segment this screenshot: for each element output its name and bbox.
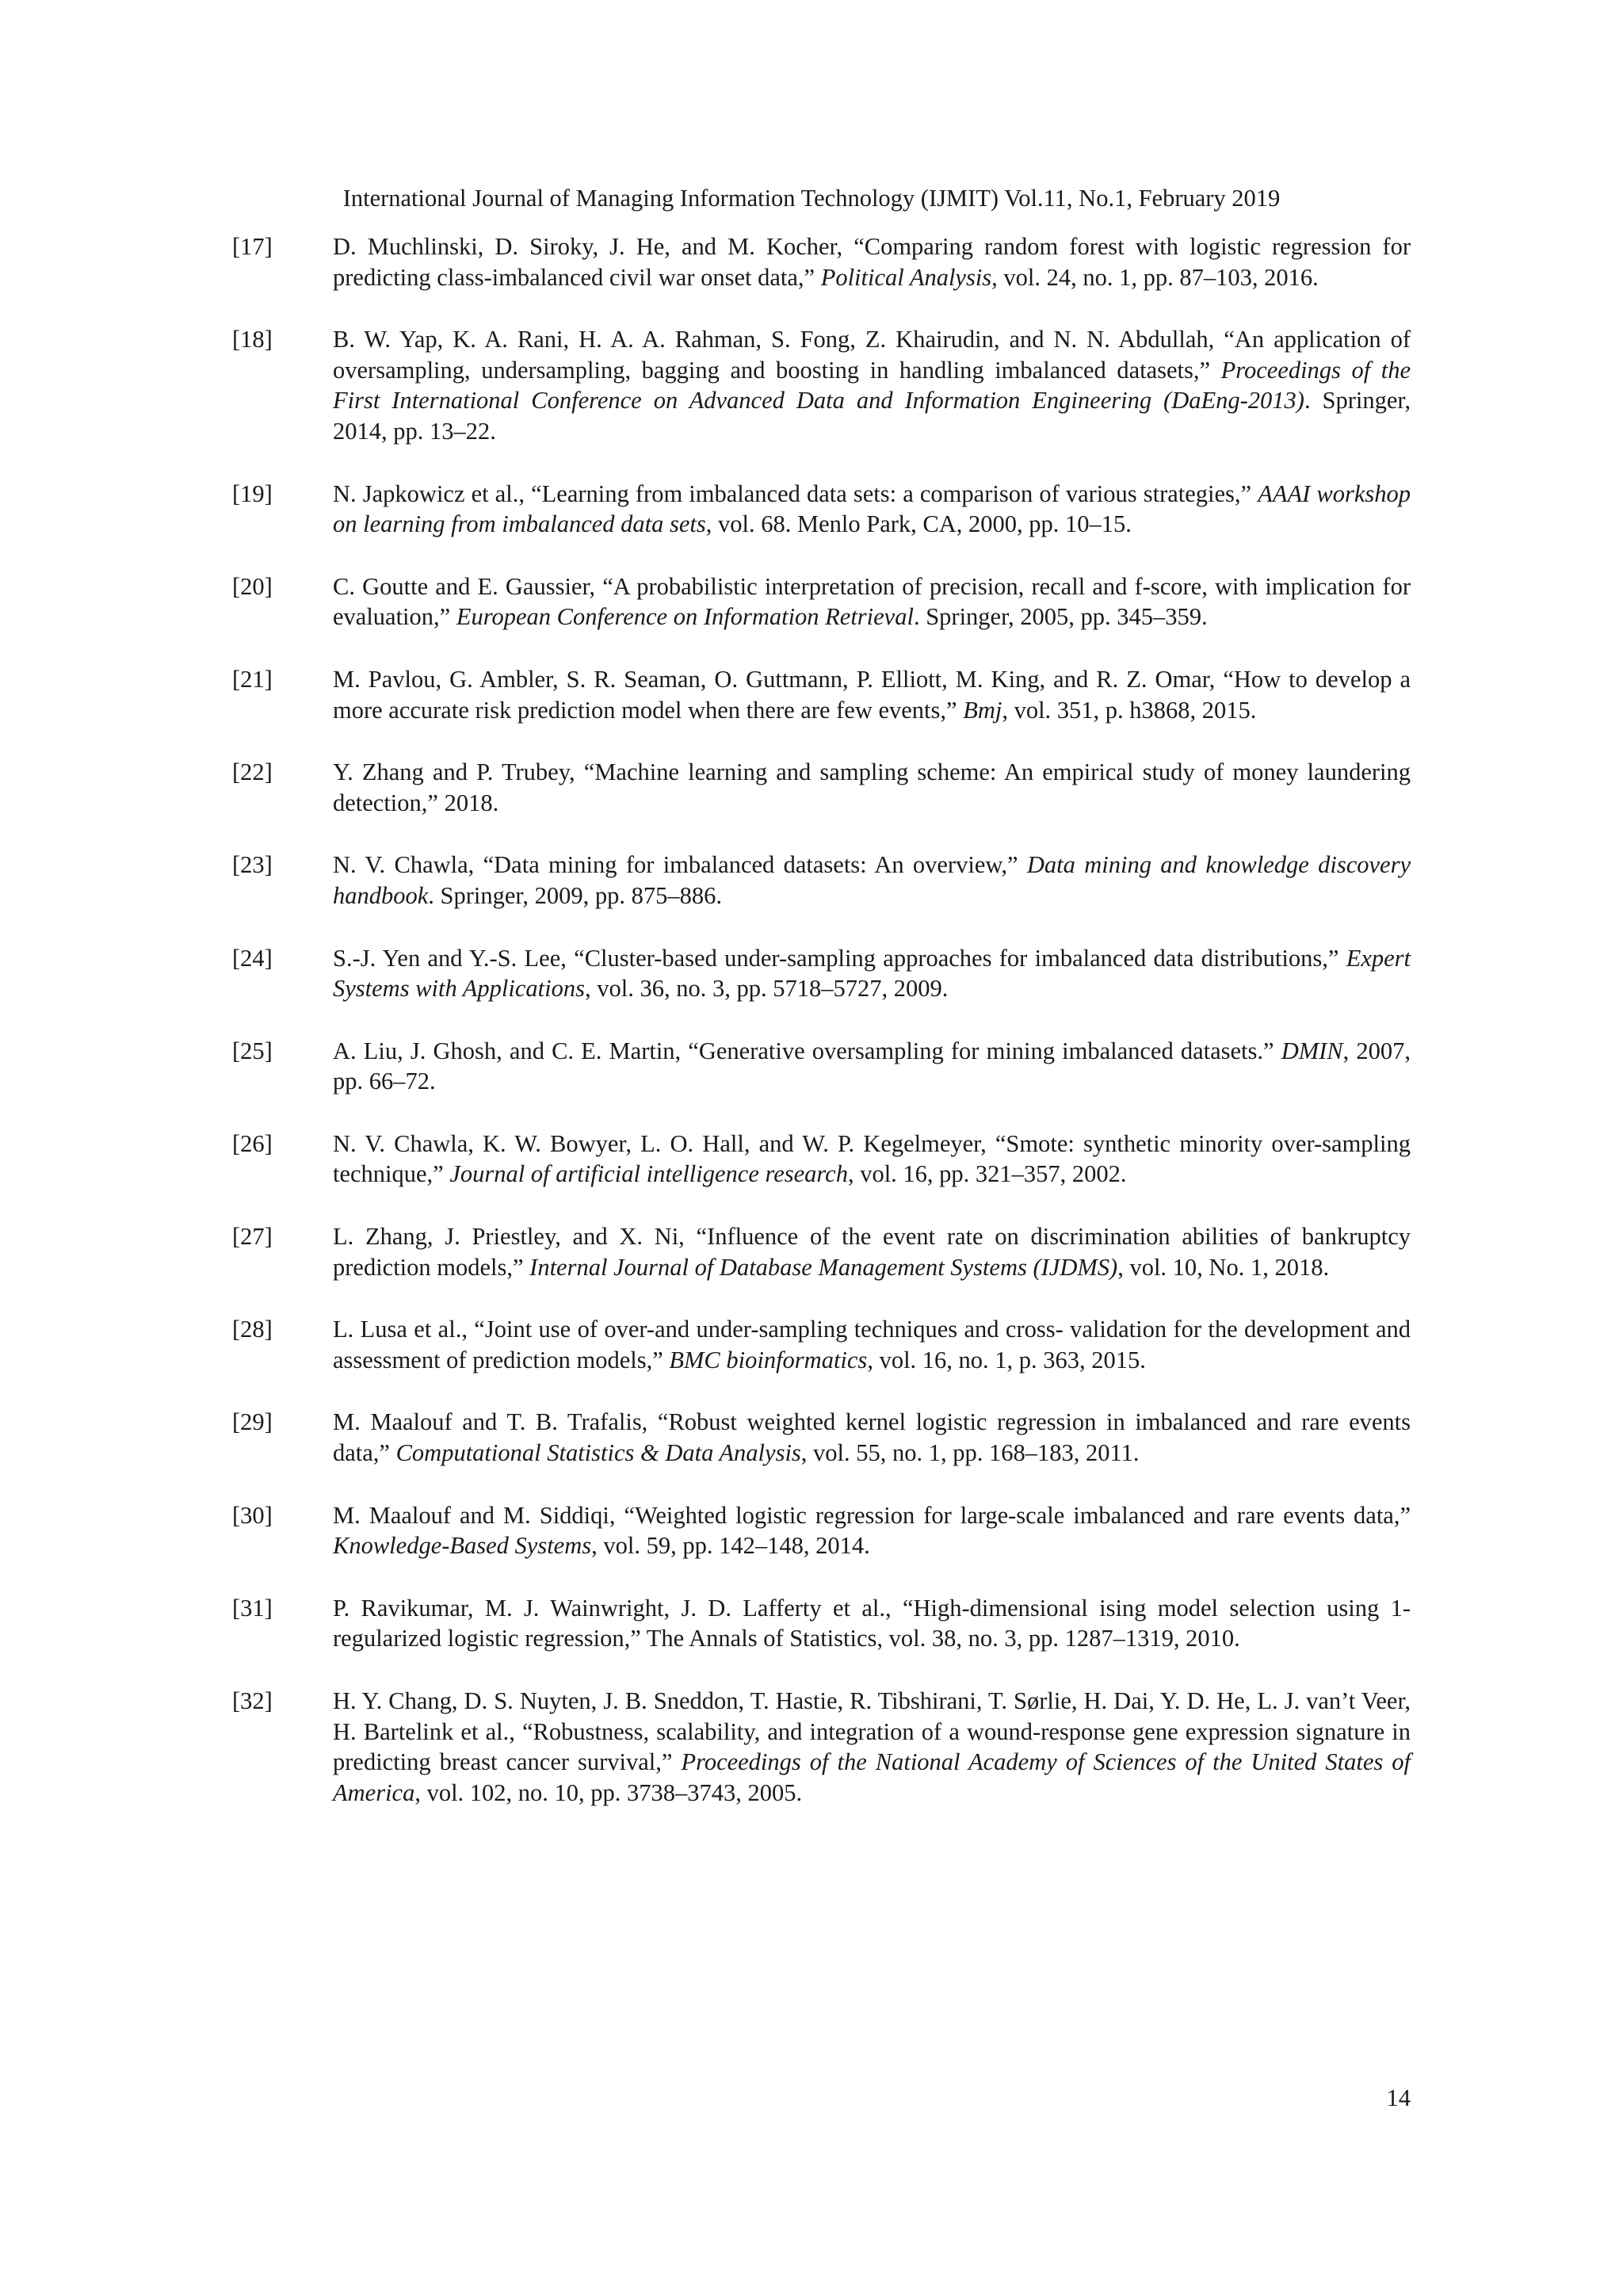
- reference-text: [333, 571, 1411, 632]
- reference-text-run: , vol. 16, pp. 321–357, 2002.: [847, 1160, 1127, 1188]
- reference-text-run: , vol. 10, No. 1, 2018.: [1117, 1253, 1330, 1281]
- reference-list: [0, 231, 1623, 1839]
- reference-text-run: , 2007, pp. 66–72.: [333, 1037, 1411, 1095]
- reference-text-run: N. Japkowicz et al., “Learning from imbalanced data sets: a comparison of various strategies,”: [333, 479, 1258, 507]
- reference-text: [333, 1500, 1411, 1561]
- reference-venue: AAAI workshop on learning from imbalanced data sets: [333, 479, 1411, 538]
- reference-text-run: H. Y. Chang, D. S. Nuyten, J. B. Sneddon, T. Hastie, R. Tibshirani, T. Sørlie, H. Dai, Y. D. He, L. J. van’t Veer, H. Bartelink et al., “Robustness, scalability, and integration of a wound-response gene expression signature in predicting breast cancer survival,”: [333, 1687, 1411, 1776]
- reference-text-run: N. V. Chawla, K. W. Bowyer, L. O. Hall, and W. P. Kegelmeyer, “Smote: synthetic minority over-sampling technique,”: [333, 1129, 1411, 1188]
- reference-entry: [0, 1593, 1623, 1654]
- reference-number: [32]: [232, 1687, 273, 1714]
- reference-text-run: M. Pavlou, G. Ambler, S. R. Seaman, O. Guttmann, P. Elliott, M. King, and R. Z. Omar, “How to develop a more accurate risk prediction model when there are few events,”: [333, 665, 1411, 724]
- reference-text-run: D. Muchlinski, D. Siroky, J. He, and M. Kocher, “Comparing random forest with logistic regression for predicting class-imbalanced civil war onset data,”: [333, 233, 1411, 291]
- reference-number: [19]: [232, 479, 273, 507]
- reference-text-run: Y. Zhang and P. Trubey, “Machine learning and sampling scheme: An empirical study of money laundering detection,” 2018.: [333, 758, 1411, 816]
- reference-text: [333, 1221, 1411, 1282]
- reference-entry: [0, 850, 1623, 911]
- reference-entry: [0, 571, 1623, 632]
- reference-text-run: . Springer, 2009, pp. 875–886.: [428, 881, 722, 909]
- reference-entry: [0, 1221, 1623, 1282]
- reference-number: [25]: [232, 1037, 273, 1064]
- reference-text-run: , vol. 351, p. h3868, 2015.: [1002, 696, 1257, 724]
- reference-number: [26]: [232, 1129, 273, 1157]
- reference-text: [333, 1314, 1411, 1375]
- reference-number: [30]: [232, 1501, 273, 1529]
- reference-text-run: N. V. Chawla, “Data mining for imbalanced datasets: An overview,”: [333, 851, 1027, 879]
- reference-text-run: , vol. 16, no. 1, p. 363, 2015.: [867, 1346, 1146, 1373]
- reference-text: [333, 943, 1411, 1004]
- reference-number: [29]: [232, 1408, 273, 1436]
- reference-venue: Computational Statistics & Data Analysis: [395, 1439, 801, 1467]
- reference-number: [24]: [232, 944, 273, 972]
- reference-text-run: M. Maalouf and M. Siddiqi, “Weighted logistic regression for large-scale imbalanced and rare events data,”: [333, 1501, 1411, 1529]
- reference-venue: DMIN: [1281, 1037, 1343, 1064]
- reference-entry: [0, 943, 1623, 1004]
- reference-entry: [0, 1500, 1623, 1561]
- reference-number: [17]: [232, 233, 273, 260]
- reference-text-run: S.-J. Yen and Y.-S. Lee, “Cluster-based under-sampling approaches for imbalanced data distributions,”: [333, 944, 1346, 972]
- reference-text-run: , vol. 59, pp. 142–148, 2014.: [591, 1532, 870, 1560]
- reference-venue: Proceedings of the National Academy of Sciences of the United States of America: [333, 1748, 1411, 1806]
- reference-venue: Internal Journal of Database Management Systems (IJDMS): [529, 1253, 1118, 1281]
- reference-venue: Bmj: [963, 696, 1002, 724]
- reference-text-run: L. Zhang, J. Priestley, and X. Ni, “Influence of the event rate on discrimination abilities of bankruptcy prediction models,”: [333, 1223, 1411, 1281]
- reference-text-run: C. Goutte and E. Gaussier, “A probabilistic interpretation of precision, recall and f-score, with implication for evaluation,”: [333, 572, 1411, 631]
- reference-venue: Data mining and knowledge discovery handbook: [333, 851, 1411, 909]
- reference-text-run: L. Lusa et al., “Joint use of over-and under-sampling techniques and cross- validation for the development and assessment of prediction models,”: [333, 1316, 1411, 1373]
- reference-text: [333, 850, 1411, 911]
- reference-number: [31]: [232, 1594, 273, 1622]
- reference-entry: [0, 324, 1623, 446]
- reference-text: [333, 664, 1411, 725]
- reference-entry: [0, 231, 1623, 292]
- reference-number: [27]: [232, 1223, 273, 1251]
- reference-venue: Journal of artificial intelligence research: [449, 1160, 848, 1188]
- reference-number: [21]: [232, 665, 273, 693]
- reference-entry: [0, 479, 1623, 540]
- reference-number: [28]: [232, 1316, 273, 1343]
- reference-text-run: B. W. Yap, K. A. Rani, H. A. A. Rahman, S. Fong, Z. Khairudin, and N. N. Abdullah, “An application of oversampling, undersampling, bagging and boosting in handling imbalanced datasets,”: [333, 326, 1411, 384]
- reference-venue: Knowledge-Based Systems: [333, 1532, 592, 1560]
- reference-entry: [0, 1407, 1623, 1468]
- reference-entry: [0, 1686, 1623, 1808]
- reference-text-run: M. Maalouf and T. B. Trafalis, “Robust weighted kernel logistic regression in imbalanced and rare events data,”: [333, 1408, 1411, 1467]
- reference-venue: Expert Systems with Applications: [333, 944, 1411, 1003]
- reference-text-run: , vol. 68. Menlo Park, CA, 2000, pp. 10–15.: [705, 510, 1132, 538]
- reference-venue: European Conference on Information Retrieval: [456, 603, 914, 631]
- reference-text: [333, 1686, 1411, 1808]
- reference-text: [333, 479, 1411, 540]
- running-header: International Journal of Managing Information Technology (IJMIT) Vol.11, No.1, February 2019: [342, 185, 1281, 212]
- reference-text-run: . Springer, 2005, pp. 345–359.: [913, 603, 1208, 631]
- reference-entry: [0, 1129, 1623, 1190]
- reference-text-run: P. Ravikumar, M. J. Wainwright, J. D. Lafferty et al., “High-dimensional ising model selection using 1-regularized logistic regression,” The Annals of Statistics, vol. 38, no. 3, pp. 1287–1319, 2010.: [333, 1594, 1411, 1652]
- reference-text-run: A. Liu, J. Ghosh, and C. E. Martin, “Generative oversampling for mining imbalanced datasets.”: [333, 1037, 1281, 1064]
- reference-text: [333, 1036, 1411, 1097]
- reference-text: [333, 1129, 1411, 1190]
- reference-number: [23]: [232, 851, 273, 879]
- reference-entry: [0, 664, 1623, 725]
- reference-text: [333, 1407, 1411, 1468]
- reference-number: [22]: [232, 758, 273, 786]
- reference-number: [20]: [232, 572, 273, 600]
- reference-text: [333, 1593, 1411, 1654]
- reference-entry: [0, 1036, 1623, 1097]
- reference-text: [333, 757, 1411, 818]
- reference-text-run: , vol. 102, no. 10, pp. 3738–3743, 2005.: [414, 1778, 803, 1806]
- reference-text-run: , vol. 24, no. 1, pp. 87–103, 2016.: [991, 263, 1319, 291]
- reference-venue: Political Analysis: [820, 263, 992, 291]
- reference-entry: [0, 757, 1623, 818]
- reference-number: [18]: [232, 326, 273, 353]
- reference-venue: BMC bioinformatics: [669, 1346, 868, 1373]
- reference-text: [333, 324, 1411, 446]
- reference-entry: [0, 1314, 1623, 1375]
- reference-text: [333, 231, 1411, 292]
- reference-text-run: , vol. 55, no. 1, pp. 168–183, 2011.: [800, 1439, 1140, 1467]
- reference-text-run: . Springer, 2014, pp. 13–22.: [333, 387, 1411, 445]
- reference-text-run: , vol. 36, no. 3, pp. 5718–5727, 2009.: [585, 975, 949, 1003]
- reference-venue: Proceedings of the First International Conference on Advanced Data and Information Engineering (DaEng-2013): [333, 356, 1411, 415]
- page-number: 14: [1386, 2084, 1411, 2111]
